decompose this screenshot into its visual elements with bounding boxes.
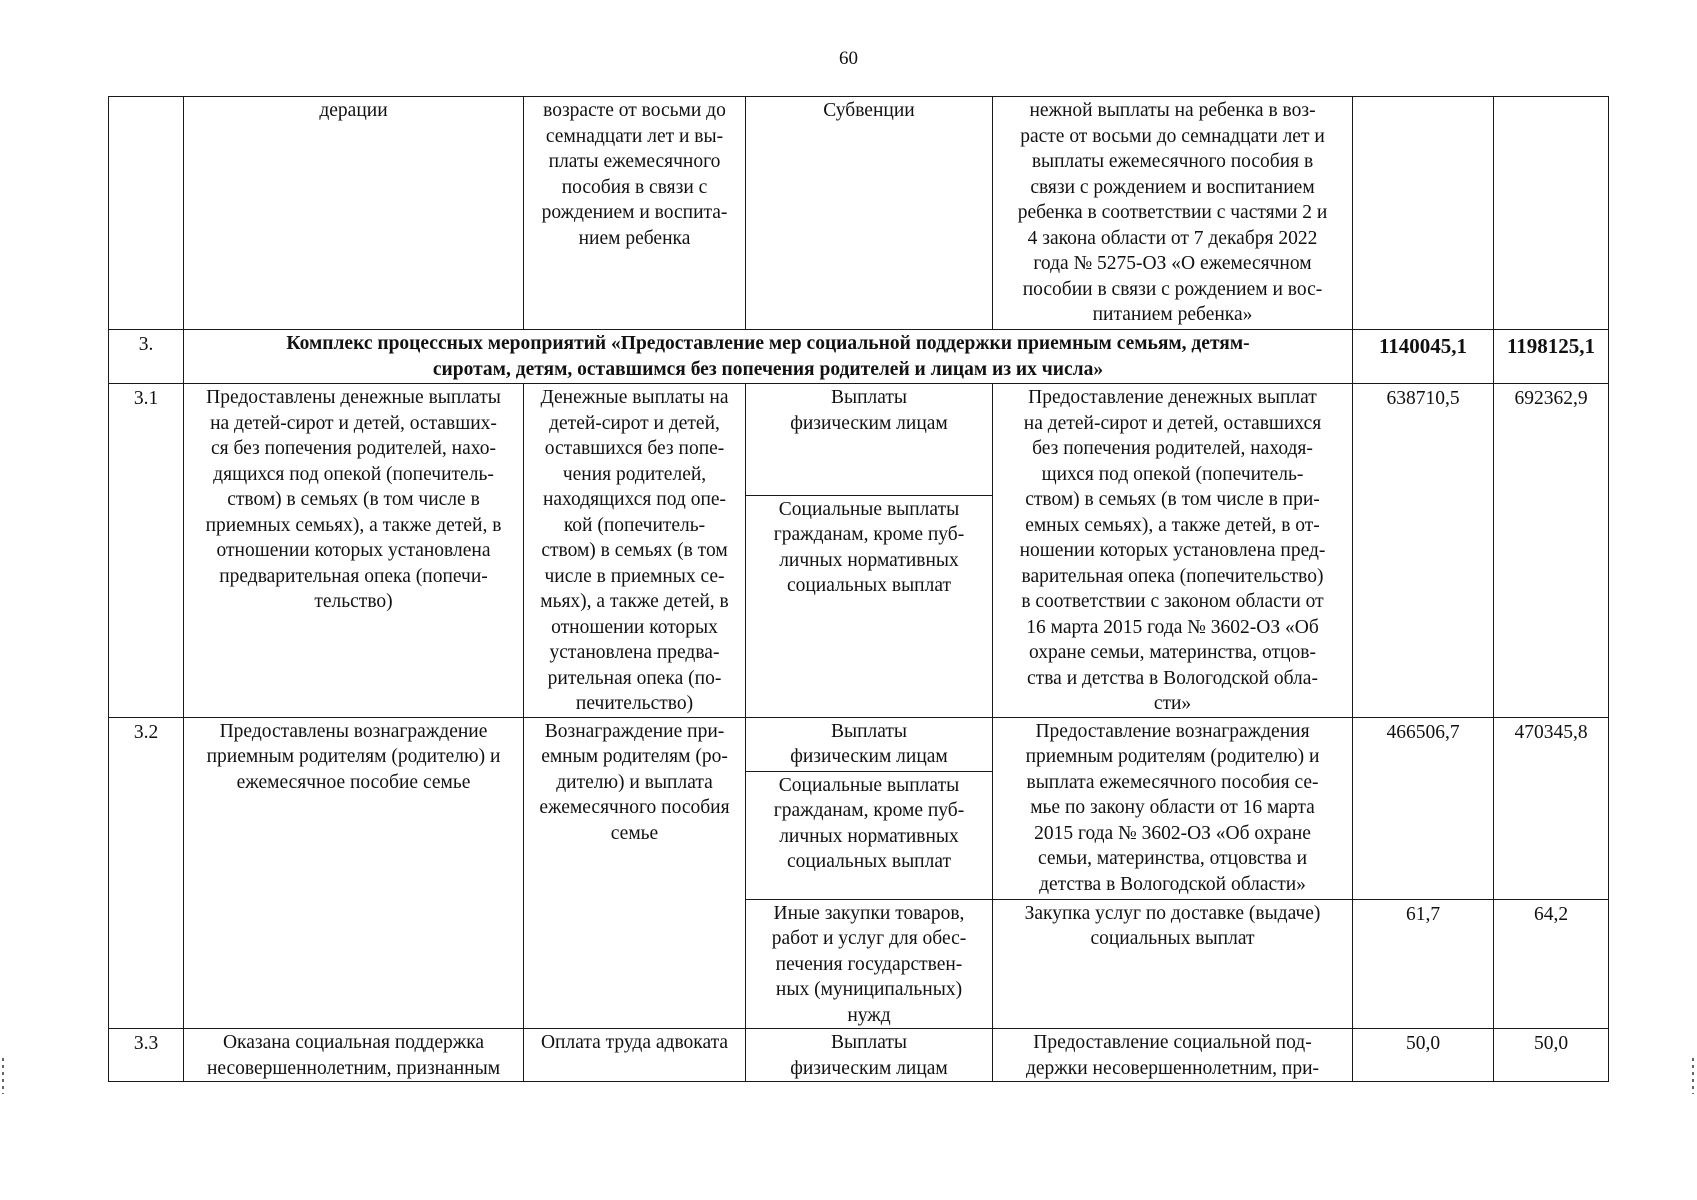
table-row-continued bbox=[109, 97, 1609, 330]
cell-value-2 bbox=[1494, 97, 1609, 330]
cell-result: Предоставлены денежные выплаты на детей-сирот и детей, оставших- ся без попечения родителей, нахо- дящихся под опекой (попечитель- ством) в семьях (в том числе в приемных семьях), а также детей, в отношении которых установлена предварительная опека (попечи- тельство) bbox=[184, 384, 524, 718]
scan-edge-mark-right bbox=[1692, 1058, 1694, 1094]
cell-result: Предоставлены вознаграждение приемным родителям (родителю) и ежемесячное пособие семье bbox=[184, 717, 524, 1029]
table-row bbox=[109, 384, 1609, 496]
cell-description: Предоставление вознаграждения приемным родителям (родителю) и выплата ежемесячного пособия се- мье по закону области от 16 марта 2015 года № 3602-ОЗ «Об охране семьи, материнства, отцовства и детства в Вологодской области» bbox=[993, 717, 1353, 899]
row-number: 3.1 bbox=[109, 384, 184, 718]
row-number: 3.3 bbox=[109, 1029, 184, 1082]
scan-edge-mark-left bbox=[2, 1058, 4, 1094]
section-title: Комплекс процессных мероприятий «Предоставление мер социальной поддержки приемным семьям, детям- сиротам, детям, оставшимся без попечения родителей и лицам из их числа» bbox=[184, 330, 1353, 384]
cell-value-1: 638710,5 bbox=[1353, 384, 1494, 718]
cell-expense-type: Выплаты физическим лицам bbox=[746, 1029, 993, 1082]
cell-expense-type: Иные закупки товаров, работ и услуг для обес- печения государствен- ных (муниципальных) нужд bbox=[746, 899, 993, 1029]
cell-event: Вознаграждение при- емным родителям (ро- дителю) и выплата ежемесячного пособия семье bbox=[524, 717, 746, 1029]
cell-result: дерации bbox=[184, 97, 524, 330]
table-row bbox=[109, 717, 1609, 771]
cell-expense-type: Выплаты физическим лицам bbox=[746, 384, 993, 496]
cell-value-1: 50,0 bbox=[1353, 1029, 1494, 1082]
cell-expense-type: Выплаты физическим лицам bbox=[746, 717, 993, 771]
table-row bbox=[109, 1029, 1609, 1082]
cell-event: Оплата труда адвоката bbox=[524, 1029, 746, 1082]
measures-table bbox=[108, 96, 1609, 1082]
cell-description: нежной выплаты на ребенка в воз- расте от восьми до семнадцати лет и выплаты ежемесячного пособия в связи с рождением и воспитанием ребенка в соответствии с частями 2 и 4 закона области от 7 декабря 2022 года № 5275-ОЗ «О ежемесячном пособии в связи с рождением и вос- питанием ребенка» bbox=[993, 97, 1353, 330]
cell-expense-type: Субвенции bbox=[746, 97, 993, 330]
page-number: 60 bbox=[839, 48, 858, 69]
cell-event: возрасте от восьми до семнадцати лет и вы- платы ежемесячного пособия в связи с рождением и воспита- нием ребенка bbox=[524, 97, 746, 330]
cell-description: Предоставление социальной под- держки несовершеннолетним, при- bbox=[993, 1029, 1353, 1082]
cell-value-1 bbox=[1353, 97, 1494, 330]
section-value-2: 1198125,1 bbox=[1494, 330, 1609, 384]
cell-num bbox=[109, 97, 184, 330]
row-number: 3.2 bbox=[109, 717, 184, 1029]
cell-result: Оказана социальная поддержка несовершеннолетним, признанным bbox=[184, 1029, 524, 1082]
cell-description: Предоставление денежных выплат на детей-сирот и детей, оставшихся без попечения родителей, находя- щихся под опекой (попечитель- ством) в семьях (в том числе в при- емных семьях), а также детей, в от- ношении которых установлена пред- варительная опека (попечительство) в соответствии с законом области от 16 марта 2015 года № 3602-ОЗ «Об охране семьи, материнства, отцов- ства и детства в Вологодской обла- сти» bbox=[993, 384, 1353, 718]
section-value-1: 1140045,1 bbox=[1353, 330, 1494, 384]
section-header-row bbox=[109, 330, 1609, 384]
cell-event: Денежные выплаты на детей-сирот и детей, оставшихся без попе- чения родителей, находящихся под опе- кой (попечитель- ством) в семьях (в том числе в приемных се- мьях), а также детей, в отношении которых установлена предва- рительная опека (по- печительство) bbox=[524, 384, 746, 718]
section-number: 3. bbox=[109, 330, 184, 384]
cell-value-1: 61,7 bbox=[1353, 899, 1494, 1029]
cell-value-1: 466506,7 bbox=[1353, 717, 1494, 899]
cell-expense-type: Социальные выплаты гражданам, кроме пуб- личных нормативных социальных выплат bbox=[746, 771, 993, 899]
cell-value-2: 64,2 bbox=[1494, 899, 1609, 1029]
cell-value-2: 470345,8 bbox=[1494, 717, 1609, 899]
cell-description: Закупка услуг по доставке (выдаче) социальных выплат bbox=[993, 899, 1353, 1029]
cell-expense-type: Социальные выплаты гражданам, кроме пуб- личных нормативных социальных выплат bbox=[746, 495, 993, 717]
cell-value-2: 50,0 bbox=[1494, 1029, 1609, 1082]
cell-value-2: 692362,9 bbox=[1494, 384, 1609, 718]
